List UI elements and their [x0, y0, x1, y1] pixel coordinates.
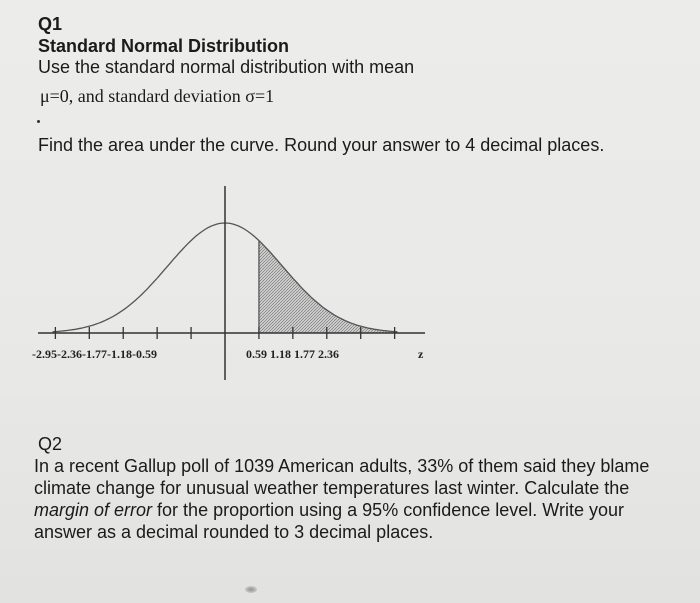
stray-dot [37, 120, 40, 123]
normal-curve-chart [28, 186, 448, 386]
distribution-parameters: μ=0, and standard deviation σ=1 [40, 86, 275, 106]
question-2-text-end: for the proportion using a 95% confidence level. Write your answer as a decimal rounded to 3 decimal places. [34, 500, 624, 542]
margin-of-error-term: margin of error [34, 500, 153, 520]
question-2-title: Q2 [38, 434, 63, 454]
question-2-text-start: In a recent Gallup poll of 1039 American adults, 33% of them said they blame climate change for unusual weather temperatures last winter. Calculate the [34, 456, 650, 498]
smudge-mark [245, 586, 257, 593]
question-1-heading: Standard Normal Distribution [38, 36, 290, 56]
tick-labels-negative: -2.95-2.36-1.77-1.18-0.59 [32, 347, 157, 361]
question-1-prompt: Use the standard normal distribution with mean [38, 57, 415, 77]
z-axis-label: z [418, 347, 424, 361]
question-1-title: Q1 [38, 14, 63, 34]
tick-labels-positive: 0.59 1.18 1.77 2.36 [246, 347, 339, 361]
question-2-body [34, 455, 674, 543]
shaded-area [259, 241, 395, 333]
question-1-instruction: Find the area under the curve. Round your answer to 4 decimal places. [38, 135, 605, 155]
